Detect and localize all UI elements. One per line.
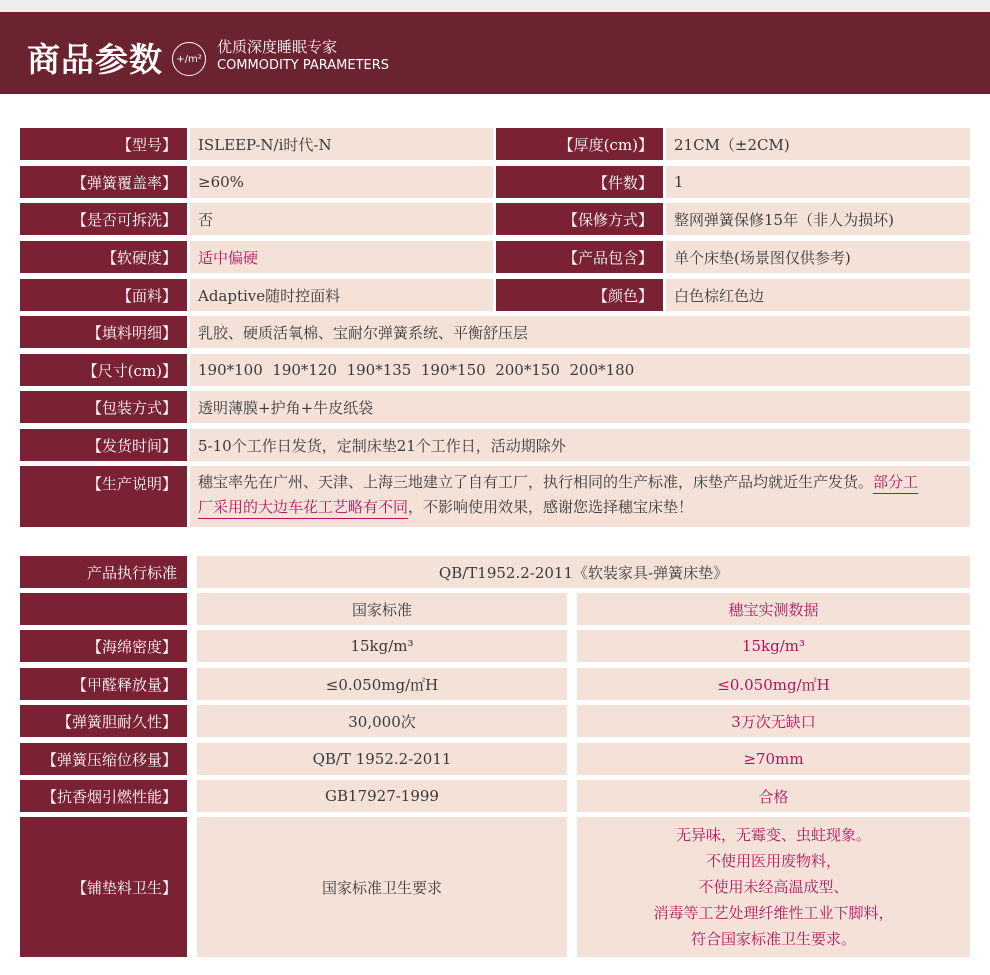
exec-standard-label: 产品执行标准 <box>20 556 187 588</box>
includes-value: 单个床垫(场景图仅供参考) <box>666 241 970 273</box>
std-row-national: 30,000次 <box>197 705 567 737</box>
header-subtitle-cn: 优质深度睡眠专家 <box>217 38 338 56</box>
std-row-label: 【弹簧压缩位移量】 <box>20 743 187 775</box>
coverage-value: ≥60% <box>190 166 493 198</box>
std-row-national: GB17927-1999 <box>197 780 567 812</box>
std-row-measured: ≥70mm <box>577 743 970 775</box>
top-strip <box>0 0 990 12</box>
hygiene-national: 国家标准卫生要求 <box>197 817 567 957</box>
thickness-value: 21CM（±2CM) <box>666 128 970 160</box>
std-row-label: 【弹簧胆耐久性】 <box>20 705 187 737</box>
production-text: 穗宝率先在广州、天津、上海三地建立了自有工厂，执行相同的生产标准，床垫产品均就近生产发货。 <box>198 473 874 491</box>
warranty-label: 【保修方式】 <box>496 203 663 235</box>
hygiene-measured-line: 不使用未经高温成型、 <box>698 878 849 896</box>
exec-standard-value: QB/T1952.2-2011《软装家具-弹簧床垫》 <box>197 556 970 588</box>
std-row-measured: 合格 <box>577 780 970 812</box>
packaging-value: 透明薄膜+护角+牛皮纸袋 <box>190 391 970 423</box>
color-label: 【颜色】 <box>496 279 663 311</box>
header-subtitle-en: COMMODITY PARAMETERS <box>217 58 390 73</box>
coverage-label: 【弹簧覆盖率】 <box>20 166 187 198</box>
hygiene-measured <box>577 817 970 957</box>
size-value: 190*100 190*120 190*135 190*150 200*150 200*180 <box>190 354 970 386</box>
model-label: 【型号】 <box>20 128 187 160</box>
unit-badge-icon: +/m² <box>172 42 206 76</box>
filling-value: 乳胶、硬质活氧棉、宝耐尔弹簧系统、平衡舒压层 <box>190 316 970 348</box>
std-row-national: 15kg/m³ <box>197 630 567 662</box>
production-label: 【生产说明】 <box>20 466 187 527</box>
includes-label: 【产品包含】 <box>496 241 663 273</box>
firmness-label: 【软硬度】 <box>20 241 187 273</box>
hygiene-measured-line: 不使用医用废物料， <box>705 852 841 870</box>
washable-value: 否 <box>190 203 493 235</box>
fabric-label: 【面料】 <box>20 279 187 311</box>
filling-label: 【填料明细】 <box>20 316 187 348</box>
standards-header-blank <box>20 593 187 625</box>
std-row-national: QB/T 1952.2-2011 <box>197 743 567 775</box>
measured-data-header: 穗宝实测数据 <box>577 593 970 625</box>
section-header <box>0 12 990 94</box>
std-row-label: 【海绵密度】 <box>20 630 187 662</box>
hygiene-measured-line: 符合国家标准卫生要求。 <box>690 930 856 948</box>
shipping-label: 【发货时间】 <box>20 429 187 461</box>
std-row-measured: 3万次无缺口 <box>577 705 970 737</box>
production-highlight: 部分工厂采用的大边车花工艺略有不同 <box>198 473 919 516</box>
std-row-national: ≤0.050mg/㎡H <box>197 668 567 700</box>
packaging-label: 【包装方式】 <box>20 391 187 423</box>
std-row-measured: 15kg/m³ <box>577 630 970 662</box>
firmness-value: 适中偏硬 <box>190 241 493 273</box>
std-row-measured: ≤0.050mg/㎡H <box>577 668 970 700</box>
washable-label: 【是否可拆洗】 <box>20 203 187 235</box>
color-value: 白色棕红色边 <box>666 279 970 311</box>
fabric-value: Adaptive随时控面料 <box>190 279 493 311</box>
std-row-label: 【抗香烟引燃性能】 <box>20 780 187 812</box>
model-value: ISLEEP-N/i时代-N <box>190 128 493 160</box>
production-value <box>190 466 970 527</box>
pieces-label: 【件数】 <box>496 166 663 198</box>
hygiene-label: 【铺垫料卫生】 <box>20 817 187 957</box>
hygiene-measured-line: 消毒等工艺处理纤维性工业下脚料， <box>653 904 894 922</box>
national-standard-header: 国家标准 <box>197 593 567 625</box>
size-label: 【尺寸(cm)】 <box>20 354 187 386</box>
shipping-value: 5-10个工作日发货，定制床垫21个工作日，活动期除外 <box>190 429 970 461</box>
std-row-label: 【甲醛释放量】 <box>20 668 187 700</box>
hygiene-measured-line: 无异味，无霉变、虫蛀现象。 <box>675 826 871 844</box>
production-text-end: ，不影响使用效果，感谢您选择穗宝床垫！ <box>408 498 694 516</box>
pieces-value: 1 <box>666 166 970 198</box>
warranty-value: 整网弹簧保修15年（非人为损坏) <box>666 203 970 235</box>
page-title: 商品参数 <box>27 40 163 79</box>
thickness-label: 【厚度(cm)】 <box>496 128 663 160</box>
